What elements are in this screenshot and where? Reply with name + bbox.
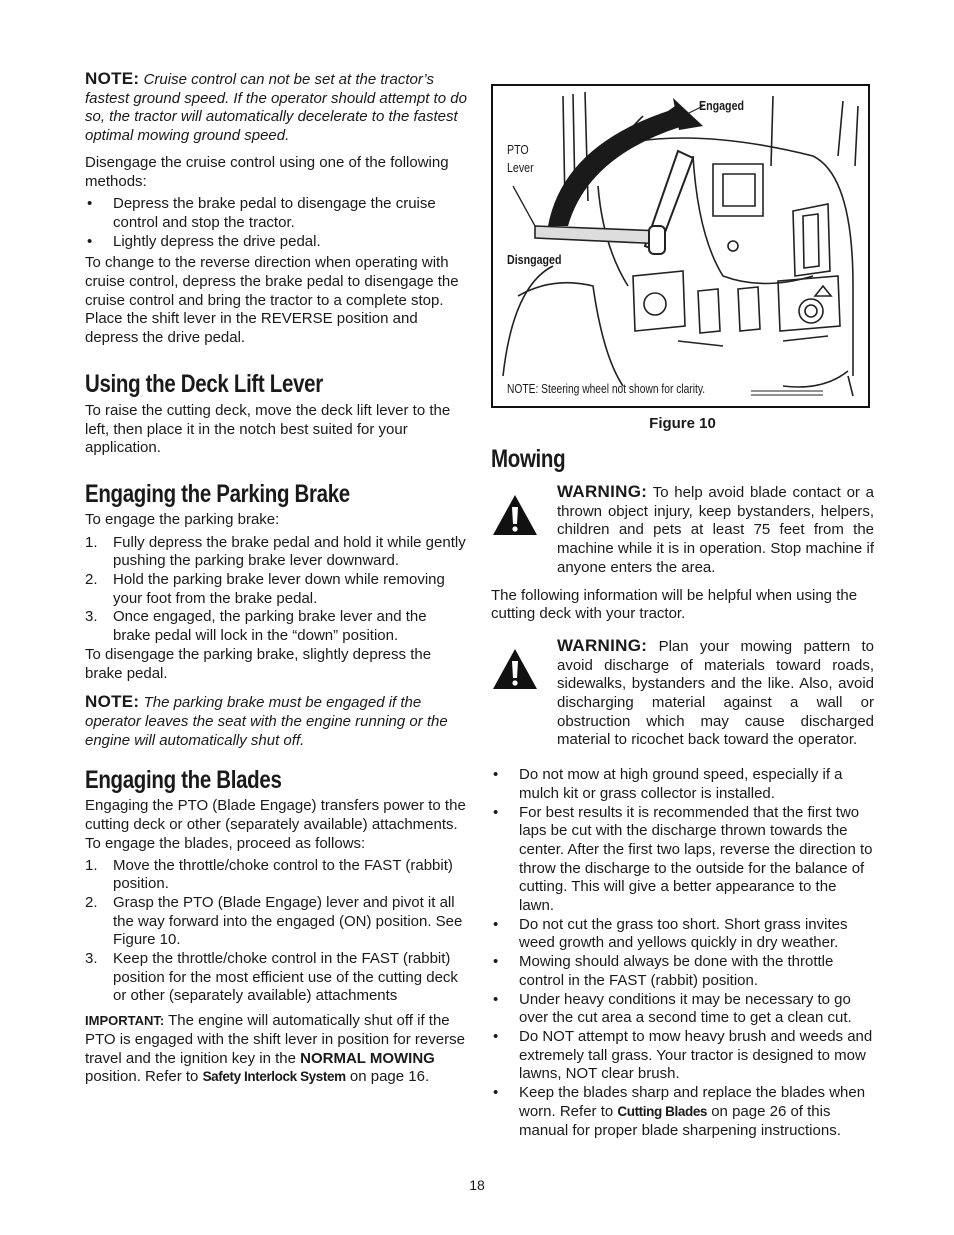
figure-note: NOTE: Steering wheel not shown for clarity. [507,382,706,396]
note-parking-brake [85,693,467,750]
brake-disengage: To disengage the parking brake, slightly depress the brake pedal. [85,645,432,682]
list-item: • Depress the brake pedal to disengage the cruise control and stop the tractor. [87,195,436,231]
warning-text: To help avoid blade contact or a thrown object injury, keep bystanders, helpers, children and pets at least 75 feet from the machine while it is in operation. Stop machine if anyone enters the area. [557,484,874,576]
list-item: • Do not mow at high ground speed, especially if a mulch kit or grass collector is installed. [493,766,843,802]
blades-steps [85,857,467,1007]
list-item: 2. Hold the parking brake lever down while removing your foot from the brake pedal. [85,571,445,607]
note-label: NOTE: [85,692,140,712]
label-lever: Lever [507,160,534,175]
cutting-blades-link: Cutting Blades [617,1103,708,1119]
label-engaged: Engaged [699,98,745,113]
warning-text: Plan your mowing pattern to avoid discharge of materials toward roads, sidewalks, bystanders and the like. Also, avoid discharging material against a wall or obstruction which may cause discharged material to ricochet back toward the operator. [557,637,874,749]
list-item: • Keep the blades sharp and replace the blades when worn. Refer to Cutting Blades on page 26 of this manual for proper blade sharpening instructions. [493,1084,866,1139]
left-column [85,70,467,1087]
list-item: 2. Grasp the PTO (Blade Engage) lever and pivot it all the way forward into the engaged (ON) position. See Figure 10. [85,893,463,949]
important-note: IMPORTANT: The engine will automatically shut off if the PTO is engaged with the shift lever in position for reverse travel and the ignition key in the NORMAL MOWING position. Refer to Safety Interlock System on page 16. [85,1012,465,1086]
list-item: • Lightly depress the drive pedal. [87,232,321,250]
heading-engaging-blades: Engaging the Blades [85,766,282,795]
warning-label: WARNING: [557,482,648,501]
note-text: The parking brake must be engaged if the operator leaves the seat with the engine running or the engine will automatically shut off. [85,694,448,749]
blades-paragraph: Engaging the PTO (Blade Engage) transfers power to the cutting deck or other (separately available) attachments. To engage the blades, proceed as follows: [85,797,466,852]
page-number: 18 [469,1177,485,1193]
note-label: NOTE: [85,69,140,88]
cruise-bullet-list [85,195,467,251]
heading-parking-brake: Engaging the Parking Brake [85,479,350,508]
brake-steps [85,534,467,646]
list-item: • Do NOT attempt to mow heavy brush and weeds and extremely tall grass. Your tractor is designed to mow lawns, NOT clear brush. [493,1027,873,1083]
normal-mowing-text: NORMAL MOWING [300,1049,435,1067]
warning-label: WARNING: [557,635,648,655]
label-pto: PTO [507,142,529,157]
list-item: 1. Move the throttle/choke control to the FAST (rabbit) position. [85,856,453,893]
mowing-tips-list [491,766,874,1140]
safety-interlock-link: Safety Interlock System [202,1069,346,1085]
label-disengaged: Disngaged [507,252,562,267]
list-item: • For best results it is recommended that the first two laps be cut with the discharge thrown towards the center. After the first two laps, reverse the direction to throw the discharge to the outside for the balance of cutting. This will give a better appearance to the lawn. [493,803,873,915]
brake-intro: To engage the parking brake: [85,510,280,528]
deck-paragraph: To raise the cutting deck, move the deck lift lever to the left, then place it in the notch best suited for your application. [85,401,451,457]
list-item: • Do not cut the grass too short. Short grass invites weed growth and yellows quickly in dry weather. [493,915,848,952]
list-item: 3. Once engaged, the parking brake lever and the brake pedal will lock in the “down” position. [85,608,427,645]
note-text: Cruise control can not be set at the tractor’s fastest ground speed. If the operator should attempt to do so, the tractor will automatically decelerate to the fastest optimal mowing ground speed. [85,71,467,145]
list-item: 3. Keep the throttle/choke control in the FAST (rabbit) position for the most efficient use of the cutting deck or other (separately available) attachments [85,950,458,1005]
info-paragraph: The following information will be helpful when using the cutting deck with your tractor. [491,586,858,623]
list-item: • Under heavy conditions it may be necessary to go over the cut area a second time to get a clean cut. [493,990,852,1027]
warning-discharge [491,637,874,750]
figure-caption: Figure 10 [649,415,716,432]
right-column [491,84,874,1140]
cruise-intro: Disengage the cruise control using one of the following methods: [85,153,449,190]
reverse-paragraph: To change to the reverse direction when operating with cruise control, depress the brake pedal to disengage the cruise control and bring the tractor to a complete stop. Place the shift lever in the REVERSE position and depress the drive pedal. [85,254,459,347]
pto-illustration [493,86,868,406]
figure-pto-lever [491,84,870,408]
important-label: IMPORTANT: [85,1013,165,1029]
warning-triangle-icon [491,647,539,691]
warning-blade-contact [491,483,874,578]
heading-deck-lift: Using the Deck Lift Lever [85,369,323,398]
list-item: 1. Fully depress the brake pedal and hold it while gently pushing the parking brake lever downward. [85,533,466,570]
heading-mowing: Mowing [491,445,566,473]
note-cruise [85,70,467,146]
warning-triangle-icon [491,493,539,537]
list-item: • Mowing should always be done with the throttle control in the FAST (rabbit) position. [493,953,834,989]
